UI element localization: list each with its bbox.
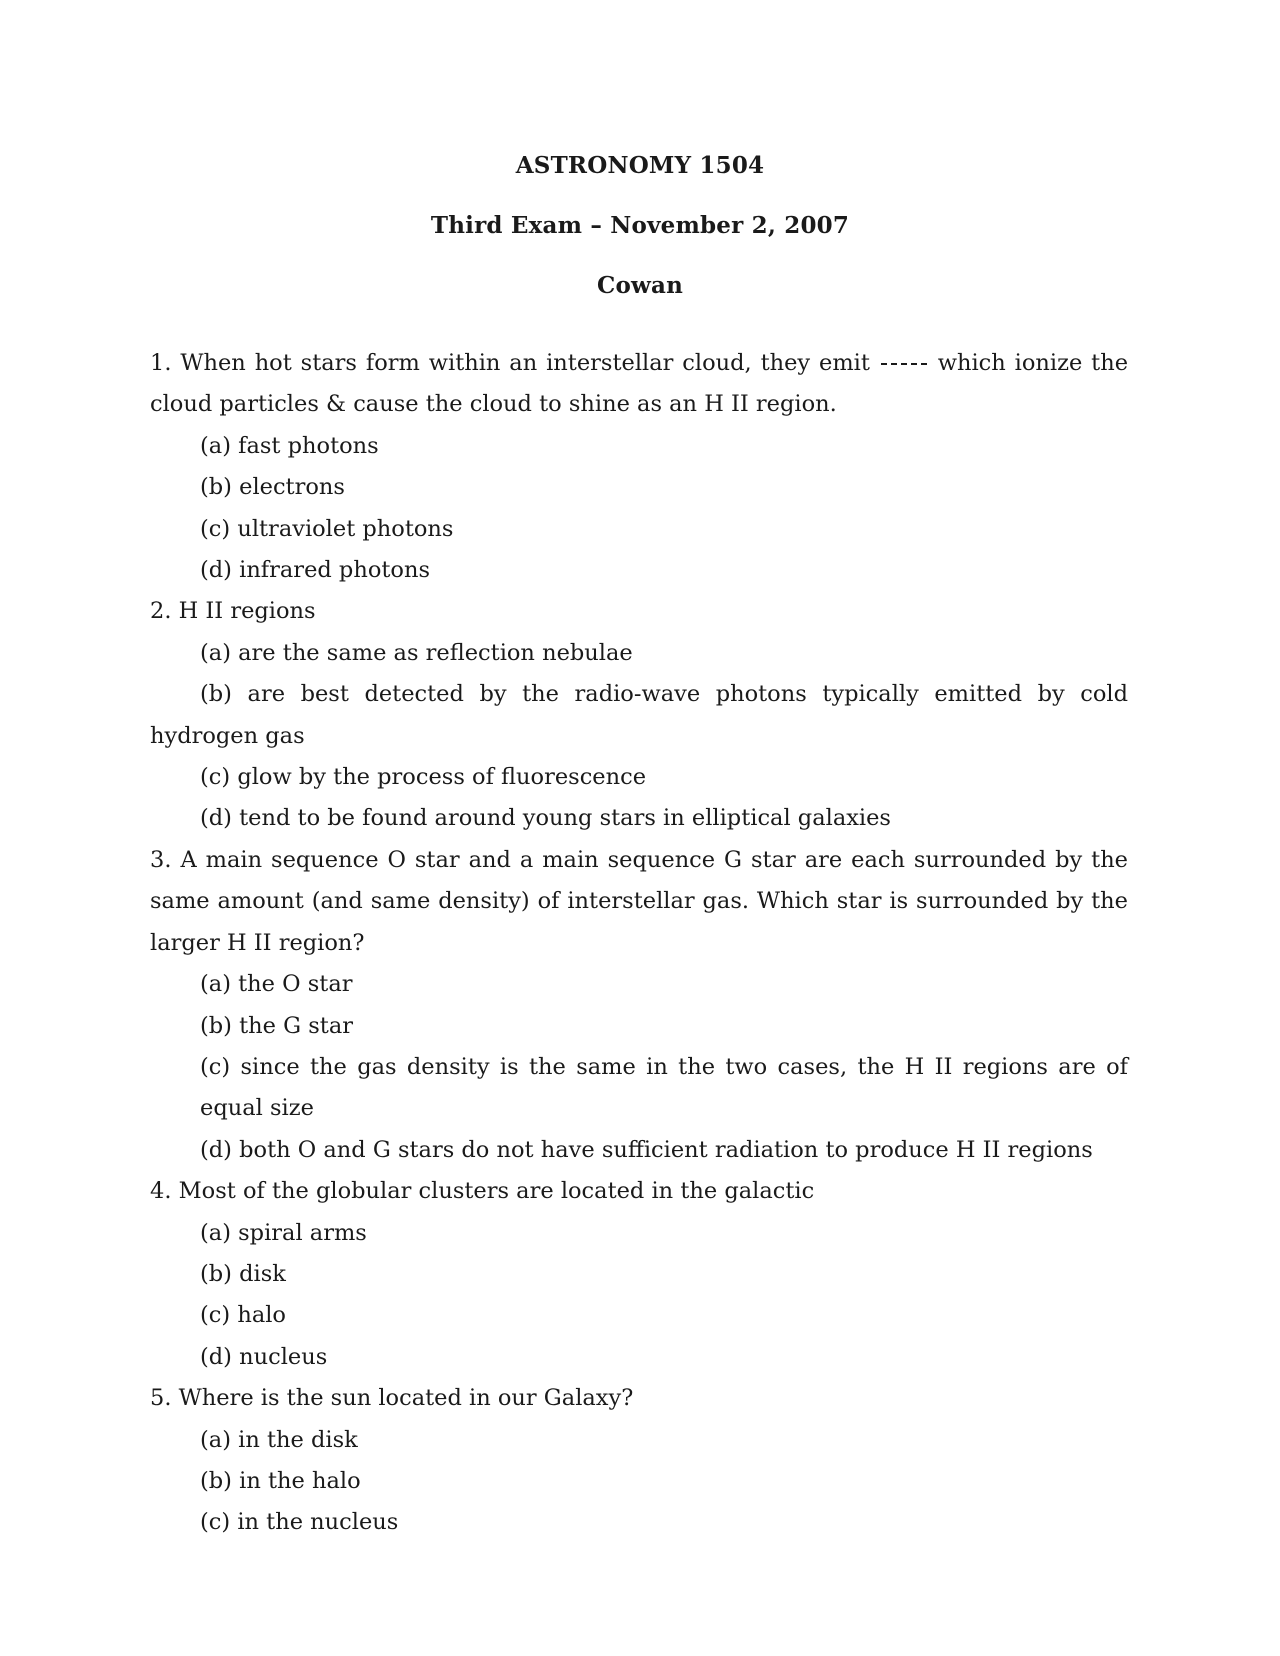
option-c: (c) in the nucleus <box>200 1509 399 1536</box>
option-b: (b) in the halo <box>200 1467 361 1494</box>
option-c: (c) halo <box>200 1302 286 1329</box>
question-number: 2. <box>150 598 172 625</box>
question-text: 4. Most of the globular clusters are located in the galactic <box>150 1178 815 1205</box>
option-a: (a) fast photons <box>200 432 379 459</box>
option-c: (c) ultraviolet photons <box>200 515 454 542</box>
option-a: (a) are the same as reflection nebulae <box>200 639 633 666</box>
answer-blank <box>881 363 927 365</box>
exam-course-title: ASTRONOMY 1504 <box>515 152 765 179</box>
question-number: 3. <box>150 846 172 873</box>
question-5 <box>150 1378 1128 1544</box>
option-a: (a) in the disk <box>200 1426 358 1453</box>
option-b: (b) electrons <box>200 474 345 501</box>
question-text: 3. A main sequence O star and a main sequence G star are each surrounded by the same amount (and same density) of interstellar gas. Which star is surrounded by the larger H II region? <box>150 846 1128 956</box>
option-d: (d) both O and G stars do not have sufficient radiation to produce H II regions <box>200 1136 1093 1163</box>
option-c: (c) since the gas density is the same in the two cases, the H II regions are of equal size <box>200 1053 1128 1122</box>
option-d: (d) tend to be found around young stars in elliptical galaxies <box>200 805 891 832</box>
question-text: 2. H II regions <box>150 598 316 625</box>
question-4 <box>150 1171 1128 1378</box>
option-a: (a) spiral arms <box>200 1219 367 1246</box>
exam-author: Cowan <box>596 272 684 299</box>
question-1 <box>150 343 1128 591</box>
question-3 <box>150 840 1128 1171</box>
option-b: (b) disk <box>200 1260 286 1287</box>
question-text: 5. Where is the sun located in our Galaxy? <box>150 1385 634 1412</box>
option-c: (c) glow by the process of fluorescence <box>200 764 647 791</box>
question-2 <box>150 591 1128 839</box>
option-a: (a) the O star <box>200 971 353 998</box>
option-b: (b) the G star <box>200 1012 354 1039</box>
question-number: 1. <box>150 350 172 376</box>
question-number: 4. <box>150 1178 172 1205</box>
exam-subtitle: Third Exam – November 2, 2007 <box>430 212 850 239</box>
option-b: (b) are best detected by the radio-wave photons typically emitted by cold hydrogen gas <box>150 681 1128 749</box>
question-text: 1. When hot stars form within an interstellar cloud, they emit which ionize the cloud particles & cause the cloud to shine as an H II region. <box>150 350 1129 418</box>
option-d: (d) infrared photons <box>200 557 431 584</box>
option-d: (d) nucleus <box>200 1343 328 1370</box>
exam-body <box>150 343 1128 1544</box>
question-number: 5. <box>150 1385 172 1412</box>
